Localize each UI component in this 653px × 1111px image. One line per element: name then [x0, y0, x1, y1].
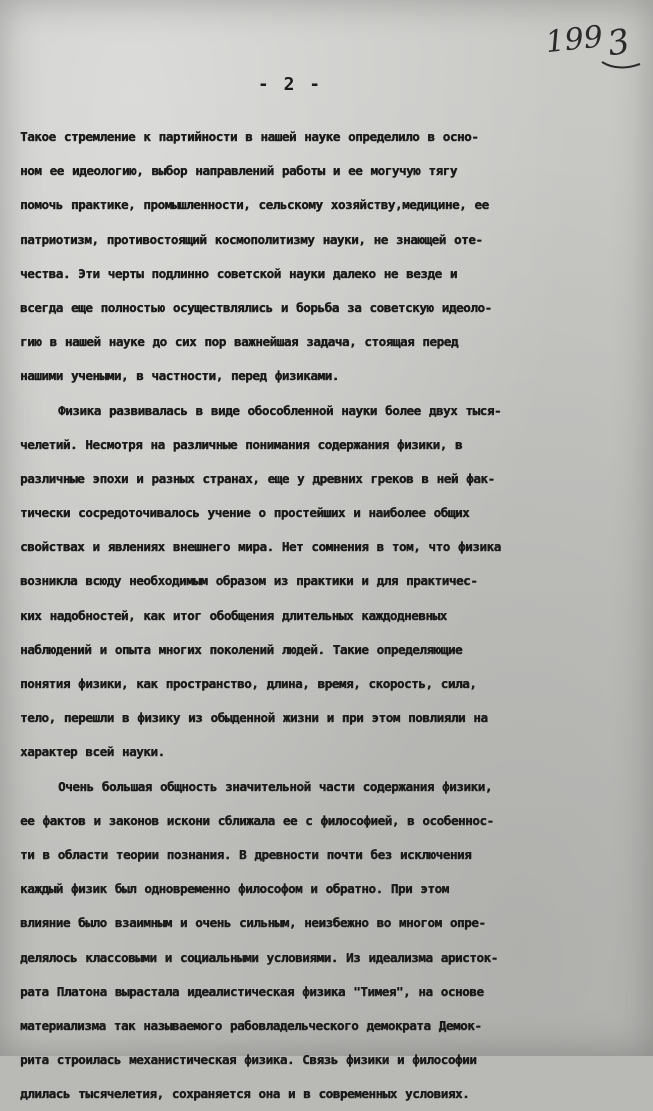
archive-mark-symbol: 3 — [604, 21, 633, 65]
text-line: Физика развивалась в виде обособленной науки более двух тыся- — [58, 402, 502, 418]
text-line: каждый физик был одновременно философом и обратно. При этом — [20, 881, 449, 897]
text-line: ких надобностей, как итог обобщения длительных каждодневных — [20, 607, 447, 623]
text-line: характер всей науки. — [20, 744, 165, 760]
text-line: чества. Эти черты подлинно советской науки далеко не везде и — [20, 265, 457, 281]
text-line: наблюдений и опыта многих поколений людей. Такие определяющие — [20, 641, 463, 657]
text-line: ном ее идеологию, выбор направлений работы и ее могучую тягу — [20, 163, 457, 179]
text-line: материализма так называемого рабовладельческого демократа Демок- — [20, 1017, 482, 1033]
text-line: Очень большая общность значительной части содержания физики, — [58, 778, 492, 794]
text-line: помочь практике, промышленности, сельскому хозяйству,медицине, ее — [20, 197, 489, 213]
text-line: ти в области теории познания. В древности почти без исключения — [20, 846, 472, 862]
text-line: патриотизм, противостоящий космополитизму науки, не знающей оте- — [20, 231, 483, 247]
text-line: Такое стремление к партийности в нашей науке определило в осно- — [20, 129, 479, 144]
text-line: возникла всюду необходимым образом из практики и для практичес- — [20, 573, 478, 589]
typewritten-body — [20, 120, 653, 1111]
text-line: тело, перешли в физику из обыденной жизни и при этом повлияли на — [20, 710, 488, 726]
text-line: всегда еще полностью осуществлялись и борьба за советскую идеоло- — [20, 299, 492, 315]
archive-page-number: 199 — [543, 19, 605, 61]
text-line: гию в нашей науке до сих пор важнейшая задача, стоящая перед — [20, 334, 458, 350]
text-line: рита строилась механистическая физика. Связь физики и философии — [20, 1052, 477, 1068]
text-line: свойствах и явлениях внешнего мира. Нет сомнения в том, что физика — [20, 539, 501, 555]
text-line: нашими учеными, в частности, перед физиками. — [20, 368, 339, 384]
text-line: тически сосредоточивалось учение о простейших и наиболее общих — [20, 505, 470, 521]
text-line: челетий. Несмотря на различные понимания содержания физики, в — [20, 436, 463, 452]
handwritten-underline-stroke — [602, 62, 640, 68]
handwritten-archive-number — [538, 14, 648, 74]
text-line: делялось классовыми и социальными условиями. Из идеализма аристок- — [20, 949, 498, 965]
text-line: влияние было взаимным и очень сильным, неизбежно во многом опре- — [20, 915, 486, 931]
text-line: рата Платона вырастала идеалистическая физика "Тимея", на основе — [20, 983, 484, 999]
text-line: понятия физики, как пространство, длина, время, скорость, сила, — [20, 676, 477, 691]
text-line: различные эпохи и разных странах, еще у древних греков в ней фак- — [20, 470, 495, 486]
text-line: длилась тысячелетия, сохраняется она и в современных условиях. — [20, 1086, 470, 1102]
page-number: - 2 - — [257, 74, 323, 95]
text-line: ее фактов и законов искони сближала ее с философией, в особеннос- — [20, 812, 494, 828]
